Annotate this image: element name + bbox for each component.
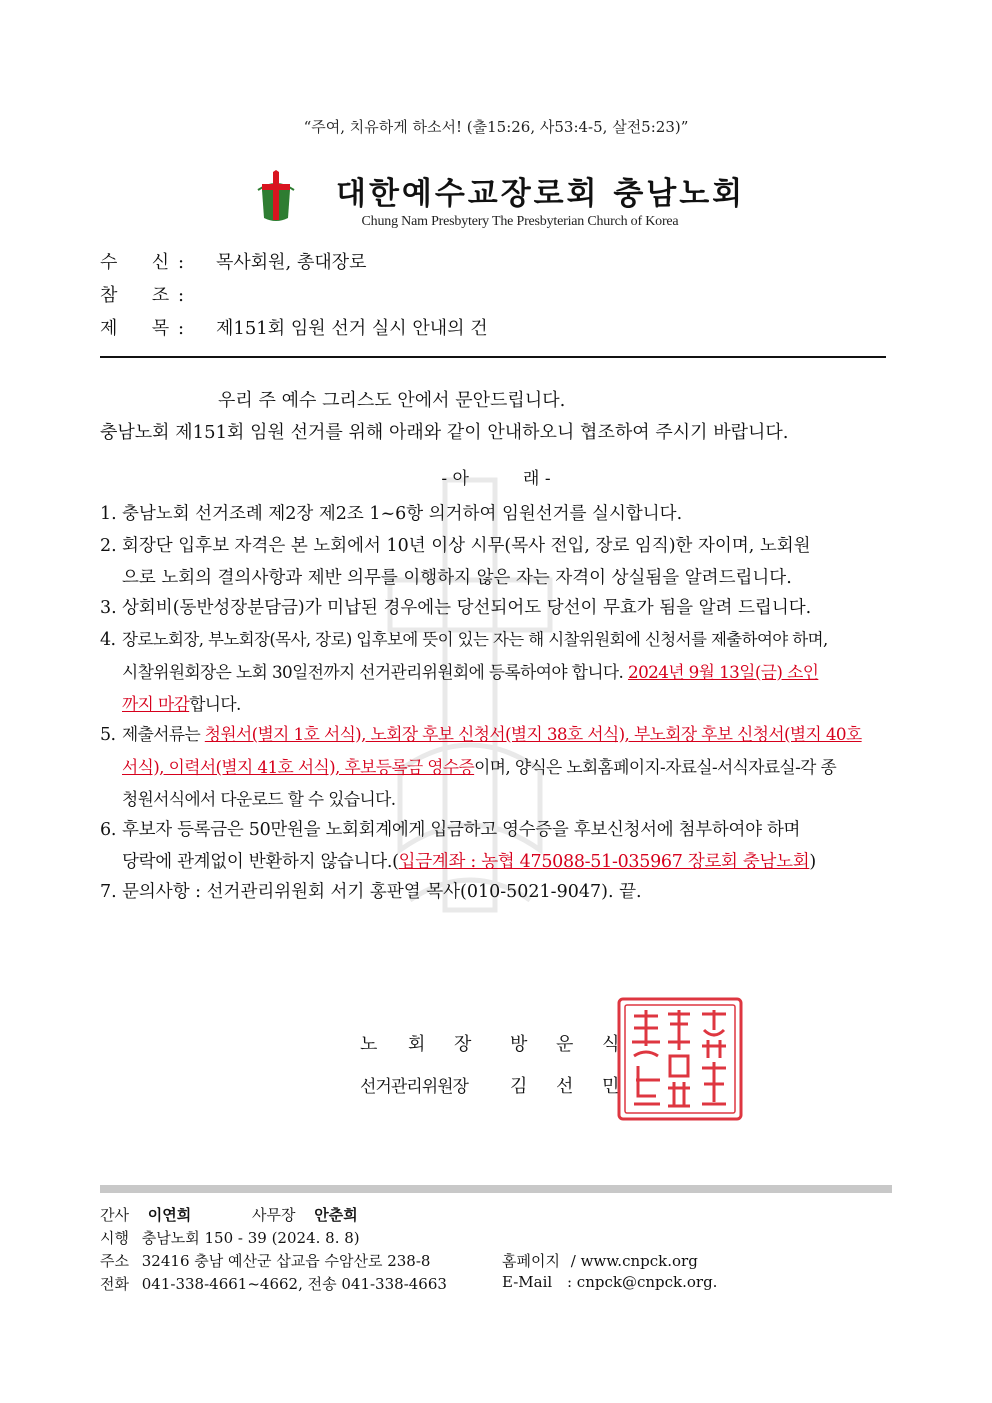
recipient-value: 목사회원, 총대장로 xyxy=(216,252,367,273)
list-item: 5. 제출서류는 청원서(별지 1호 서식), 노회장 후보 신청서(별지 38호 서식), 부노회장 후보 신청서(별지 40호 서식), 이력서(별지 41호 서식), 후보등록금 영수증이며, 양식은 노회홈페이지-자료실-서식자료실-각 종 청원서식에서 다운로드 할 수 있습니다. xyxy=(100,724,862,809)
email-link[interactable]: : cnpck@cnpck.org. xyxy=(566,1273,718,1291)
list-item: 6. 후보자 등록금은 50만원을 노회회계에게 입금하고 영수증을 후보신청서에 첨부하여야 하며 당락에 관계없이 반환하지 않습니다.(입금계좌 : 농협 475088-51-035967 장로회 충남노회) xyxy=(100,820,816,872)
official-seal-icon xyxy=(616,996,744,1122)
subject-row xyxy=(100,314,488,344)
footer-issue-row: 시행 충남노회 150 - 39 (2024. 8. 8) xyxy=(100,1229,360,1247)
footer-divider-bar xyxy=(100,1185,892,1193)
scripture-verse: “주여, 치유하게 하소서! (출15:26, 사53:4-5, 살전5:23)” xyxy=(303,118,689,136)
colon: : xyxy=(178,252,185,273)
reference-row xyxy=(100,281,216,311)
intro-text: 충남노회 제151회 임원 선거를 위해 아래와 같이 안내하오니 협조하여 주시기 바랍니다. xyxy=(100,422,789,443)
recipient-label: 수 신 xyxy=(100,252,170,273)
footer-homepage: 홈페이지 / www.cnpck.org xyxy=(502,1252,698,1270)
list-item: 1. 충남노회 선거조례 제2장 제2조 1~6항 의거하여 임원선거를 실시합니다. xyxy=(100,504,683,524)
organization-name: 대한예수교장로회 충남노회 xyxy=(336,176,746,212)
header-divider xyxy=(100,356,886,358)
reference-label: 참 조 xyxy=(100,285,170,306)
colon: : xyxy=(178,318,185,339)
list-item: 4. 장로노회장, 부노회장(목사, 장로) 입후보에 뜻이 있는 자는 해 시찰위원회에 신청서를 제출하여야 하며, 시찰위원회장은 노회 30일전까지 선거관리위원회에 등록하여야 합니다. 2024년 9월 13일(금) 소인 까지 마감합니다. xyxy=(100,630,828,714)
subject-label: 제 목 xyxy=(100,318,170,339)
list-item: 2. 회장단 입후보 자격은 본 노회에서 10년 이상 시무(목사 전입, 장로 임직)한 자이며, 노회원 으로 노회의 결의사항과 제반 의무를 이행하지 않은 자는 자격이 상실됨을 알려드립니다. xyxy=(100,536,811,588)
organization-name-english: Chung Nam Presbytery The Presbyterian Church of Korea xyxy=(361,214,679,229)
section-heading: - 아 래 - xyxy=(441,469,551,489)
footer-email: E-Mail : cnpck@cnpck.org. xyxy=(502,1273,718,1291)
homepage-link[interactable]: / www.cnpck.org xyxy=(570,1252,698,1270)
footer-address-row: 주소 32416 충남 예산군 삽교읍 수암산로 238-8 xyxy=(100,1252,431,1270)
colon: : xyxy=(178,285,185,306)
list-item: 3. 상회비(동반성장분담금)가 미납된 경우에는 당선되어도 당선이 무효가 됨을 알려 드립니다. xyxy=(100,598,812,618)
bank-account-highlight: 입금계좌 : 농협 475088-51-035967 장로회 충남노회 xyxy=(398,852,810,872)
signature-block: 노 회 장 방 운 식 선거관리위원장 김 선 민 xyxy=(360,1034,620,1097)
footer-phone-row: 전화 041-338-4661~4662, 전송 041-338-4663 xyxy=(100,1275,447,1293)
footer-staff-row: 간사 이연희 사무장 안춘희 xyxy=(100,1206,358,1224)
subject-value: 제151회 임원 선거 실시 안내의 건 xyxy=(216,318,488,339)
list-item: 7. 문의사항 : 선거관리위원회 서기 홍판열 목사(010-5021-9047). 끝. xyxy=(100,882,642,902)
recipient-row xyxy=(100,248,367,278)
required-documents-highlight: 청원서(별지 1호 서식), 노회장 후보 신청서(별지 38호 서식), 부노회장 후보 신청서(별지 40호 xyxy=(204,724,862,744)
deadline-highlight: 2024년 9월 13일(금) 소인 xyxy=(628,662,819,682)
greeting: 우리 주 예수 그리스도 안에서 문안드립니다. xyxy=(218,390,566,411)
